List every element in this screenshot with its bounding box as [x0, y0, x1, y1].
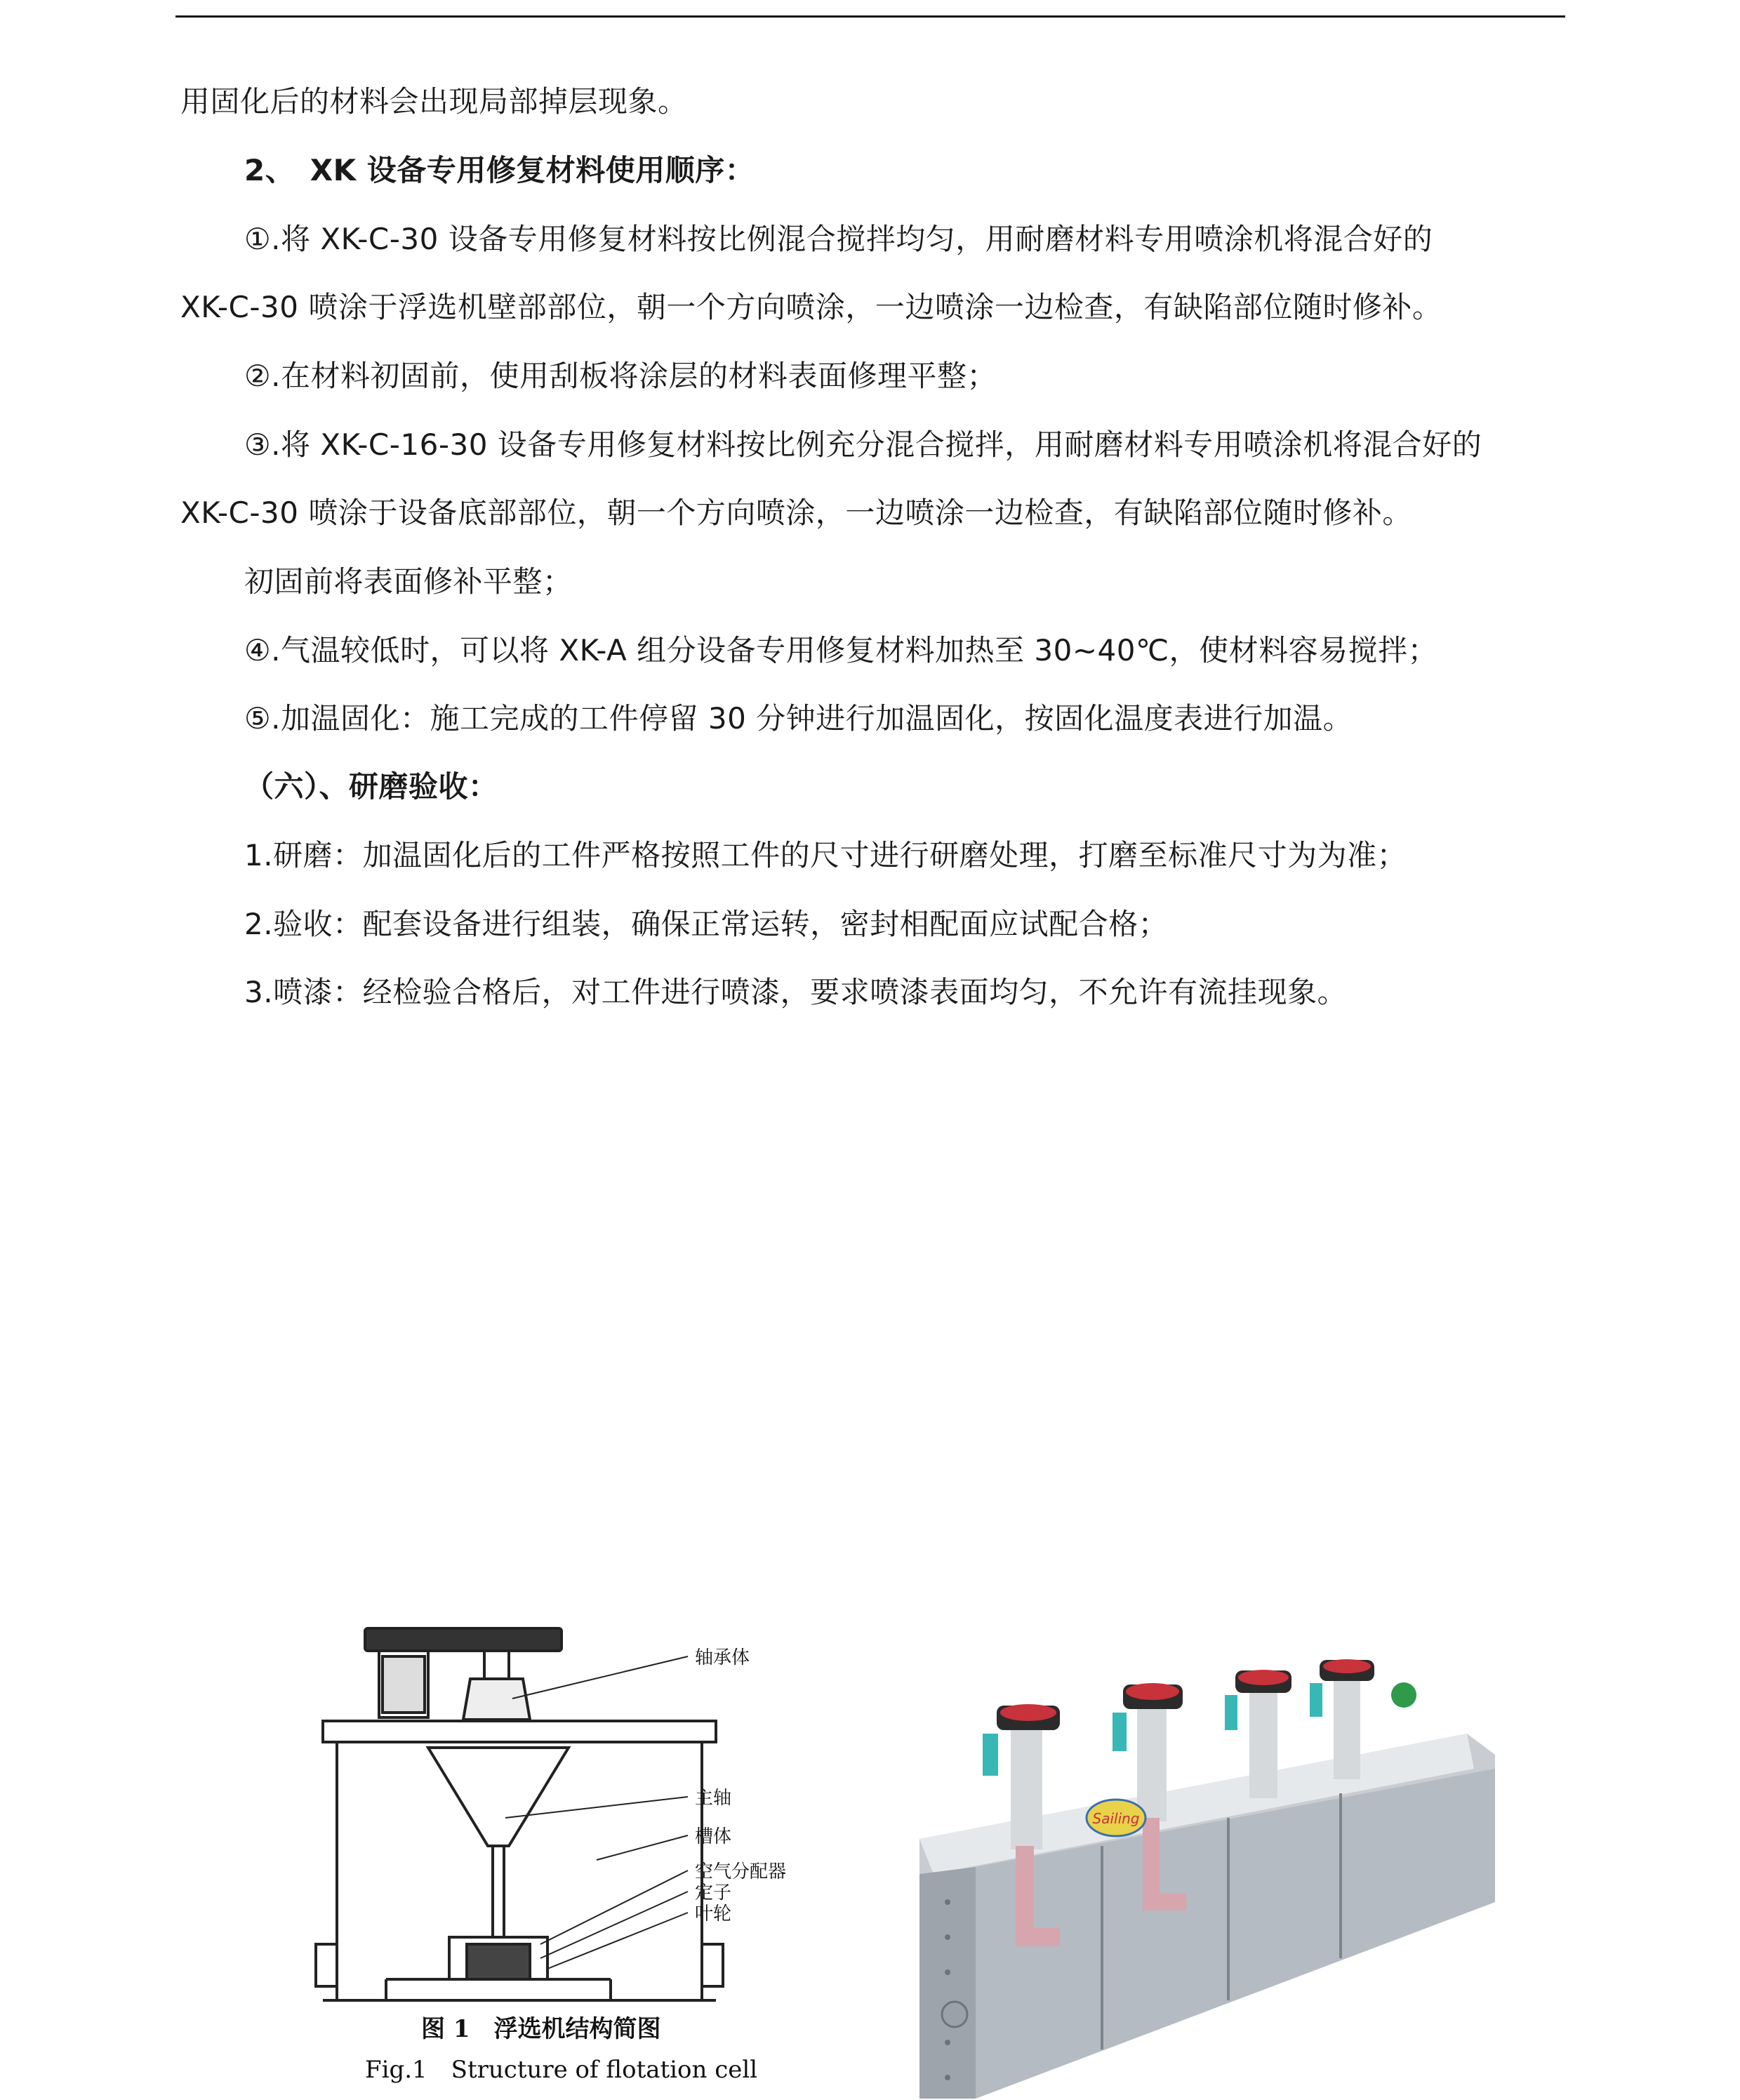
painting-line: 3.喷漆：经检验合格后，对工件进行喷漆，要求喷漆表面均匀，不允许有流挂现象。	[244, 975, 1348, 1009]
label-shaft: 主轴	[695, 1788, 732, 1809]
section-heading: 2、 XK 设备专用修复材料使用顺序：	[244, 153, 755, 187]
label-impeller: 叶轮	[695, 1903, 732, 1925]
machine-logo-text: Sailing	[1092, 1810, 1140, 1827]
label-tank: 槽体	[695, 1826, 732, 1847]
step-5-line: ⑤.加温固化：施工完成的工件停留 30 分钟进行加温固化，按固化温度表进行加温。	[244, 701, 1353, 736]
label-stator: 定子	[695, 1882, 732, 1903]
header-rule	[175, 15, 1565, 18]
label-air-distributor: 空气分配器	[695, 1861, 787, 1882]
acceptance-line: 2.验收：配套设备进行组装，确保正常运转，密封相配面应试配合格；	[244, 907, 1169, 941]
step-1-line: ①.将 XK-C-30 设备专用修复材料按比例混合搅拌均匀，用耐磨材料专用喷涂机将混合好的	[244, 222, 1433, 256]
paragraph-line: 用固化后的材料会出现局部掉层现象。	[180, 84, 688, 119]
figure-caption-en: Fig.1 Structure of flotation cell	[365, 2056, 758, 2084]
step-2-line: ②.在材料初固前，使用刮板将涂层的材料表面修理平整；	[244, 359, 997, 393]
flotation-cell-diagram	[281, 1607, 877, 2099]
section-six-heading: （六）、研磨验收：	[244, 769, 498, 804]
step-1-cont: XK-C-30 喷涂于浮选机壁部部位，朝一个方向喷涂，一边喷涂一边检查，有缺陷部位随时修补。	[180, 290, 1442, 324]
step-4-line: ④.气温较低时，可以将 XK-A 组分设备专用修复材料加热至 30~40℃，使材料容易搅拌；	[244, 633, 1438, 667]
step-3-cont2: 初固前将表面修补平整；	[244, 564, 573, 599]
grinding-line: 1.研磨：加温固化后的工件严格按照工件的尺寸进行研磨处理，打磨至标准尺寸为为准；	[244, 838, 1407, 872]
label-bearing: 轴承体	[695, 1647, 750, 1668]
step-3-line: ③.将 XK-C-16-30 设备专用修复材料按比例充分混合搅拌，用耐磨材料专用喷涂机将混合好的	[244, 427, 1482, 462]
figure-caption-cn: 图 1 浮选机结构简图	[421, 2015, 661, 2043]
flotation-machine-render	[891, 1607, 1502, 2099]
step-3-cont: XK-C-30 喷涂于设备底部部位，朝一个方向喷涂，一边喷涂一边检查，有缺陷部位随时修补。	[180, 496, 1412, 530]
